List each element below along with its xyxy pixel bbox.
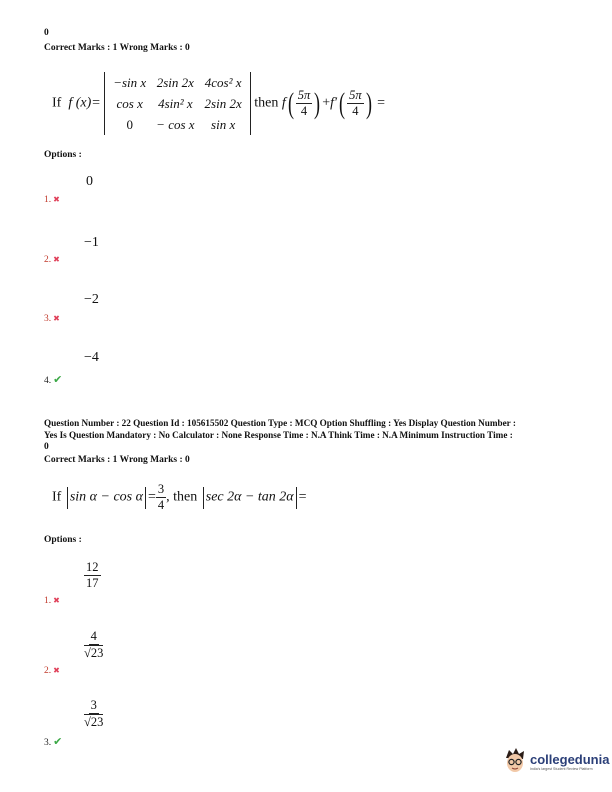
question-stem: If f (x)= −sin x 2sin 2x 4cos² x cos x 4sin² x 2sin 2x 0 − cos x sin x then f( $\frac{5\pi}{4}$ ) +f′( $\frac{5\pi}{4}$ ) = xyxy=(52,72,385,135)
options-heading: Options : xyxy=(44,535,82,545)
matrix-cell: 2sin 2x xyxy=(204,96,242,111)
question-header-line: 0 xyxy=(44,442,49,452)
question-stem xyxy=(52,482,307,513)
cross-icon: ✖ xyxy=(53,255,60,264)
option-value: 0 xyxy=(86,174,93,189)
denominator: √23 xyxy=(84,715,104,729)
denominator: 17 xyxy=(86,576,99,590)
option-value xyxy=(84,560,101,591)
fraction xyxy=(347,88,364,119)
fraction xyxy=(156,482,166,513)
option-value: −2 xyxy=(84,292,99,307)
options-heading: Options : xyxy=(44,150,82,160)
option-1[interactable] xyxy=(44,195,60,205)
logo-name: collegedunia xyxy=(530,752,610,767)
matrix-cell: 4sin² x xyxy=(158,96,193,111)
matrix-cell: − cos x xyxy=(156,117,195,132)
option-value: −4 xyxy=(84,350,99,365)
matrix-cell: 0 xyxy=(126,117,133,132)
question-header-line: Yes Is Question Mandatory : No Calculator : None Response Time : N.A Think Time : N.A Minimum Instruction Time : xyxy=(44,430,513,440)
option-number: 3. xyxy=(44,314,52,324)
text-if: If xyxy=(52,95,62,111)
equals: = xyxy=(147,489,156,505)
denominator: 4 xyxy=(157,498,165,512)
option-number: 3. xyxy=(44,738,52,748)
fraction xyxy=(296,88,313,119)
expression: sec 2α − tan 2α xyxy=(205,489,294,505)
check-icon: ✔ xyxy=(53,736,63,748)
check-icon: ✔ xyxy=(53,374,63,386)
collegedunia-logo xyxy=(503,748,609,776)
cross-icon: ✖ xyxy=(53,596,60,605)
option-value: −1 xyxy=(84,235,99,250)
matrix-cell: 2sin 2x xyxy=(156,75,194,90)
equals: = xyxy=(377,95,386,111)
question-tail: 0 xyxy=(44,28,49,38)
matrix-cell: cos x xyxy=(116,96,143,111)
option-number: 1. xyxy=(44,596,52,606)
numerator: 5π xyxy=(297,88,311,102)
cross-icon: ✖ xyxy=(53,195,60,204)
text-then: , then xyxy=(166,489,198,505)
plus: + xyxy=(322,95,331,111)
option-2[interactable] xyxy=(44,255,60,265)
option-value xyxy=(84,629,103,661)
numerator: 4 xyxy=(90,629,97,643)
option-4[interactable] xyxy=(44,373,62,386)
option-value xyxy=(84,698,103,730)
denominator: 4 xyxy=(352,104,359,118)
mascot-icon xyxy=(503,748,527,776)
matrix-cell: 4cos² x xyxy=(204,75,242,90)
function-fprime: f′ xyxy=(330,95,338,111)
question-header-line: Question Number : 22 Question Id : 105615502 Question Type : MCQ Option Shuffling : Yes Display Question Number : xyxy=(44,418,516,428)
cross-icon: ✖ xyxy=(53,666,60,675)
expression: sin α − cos α xyxy=(69,489,143,505)
option-1[interactable] xyxy=(44,596,60,606)
denominator: √23 xyxy=(84,646,104,660)
logo-tagline: India's largest Student Review Platform xyxy=(530,767,593,771)
numerator: 3 xyxy=(157,482,165,496)
numerator: 12 xyxy=(86,560,99,574)
equals: = xyxy=(298,489,307,505)
function-f: f xyxy=(281,95,286,111)
matrix-cell: −sin x xyxy=(113,75,147,90)
numerator: 3 xyxy=(90,698,97,712)
denominator: 4 xyxy=(300,104,308,118)
option-number: 1. xyxy=(44,195,52,205)
marks-info: Correct Marks : 1 Wrong Marks : 0 xyxy=(44,455,190,465)
option-3[interactable] xyxy=(44,735,62,748)
option-number: 2. xyxy=(44,666,52,676)
marks-info: Correct Marks : 1 Wrong Marks : 0 xyxy=(44,43,190,53)
function-label: f (x)= xyxy=(68,95,101,111)
text-if: If xyxy=(52,489,62,505)
determinant xyxy=(104,72,251,135)
option-3[interactable] xyxy=(44,314,60,324)
option-number: 2. xyxy=(44,255,52,265)
option-number: 4. xyxy=(44,376,52,386)
matrix-cell: sin x xyxy=(211,117,236,132)
option-2[interactable] xyxy=(44,666,60,676)
cross-icon: ✖ xyxy=(53,314,60,323)
text-then: then xyxy=(254,95,279,111)
numerator: 5π xyxy=(349,88,362,102)
